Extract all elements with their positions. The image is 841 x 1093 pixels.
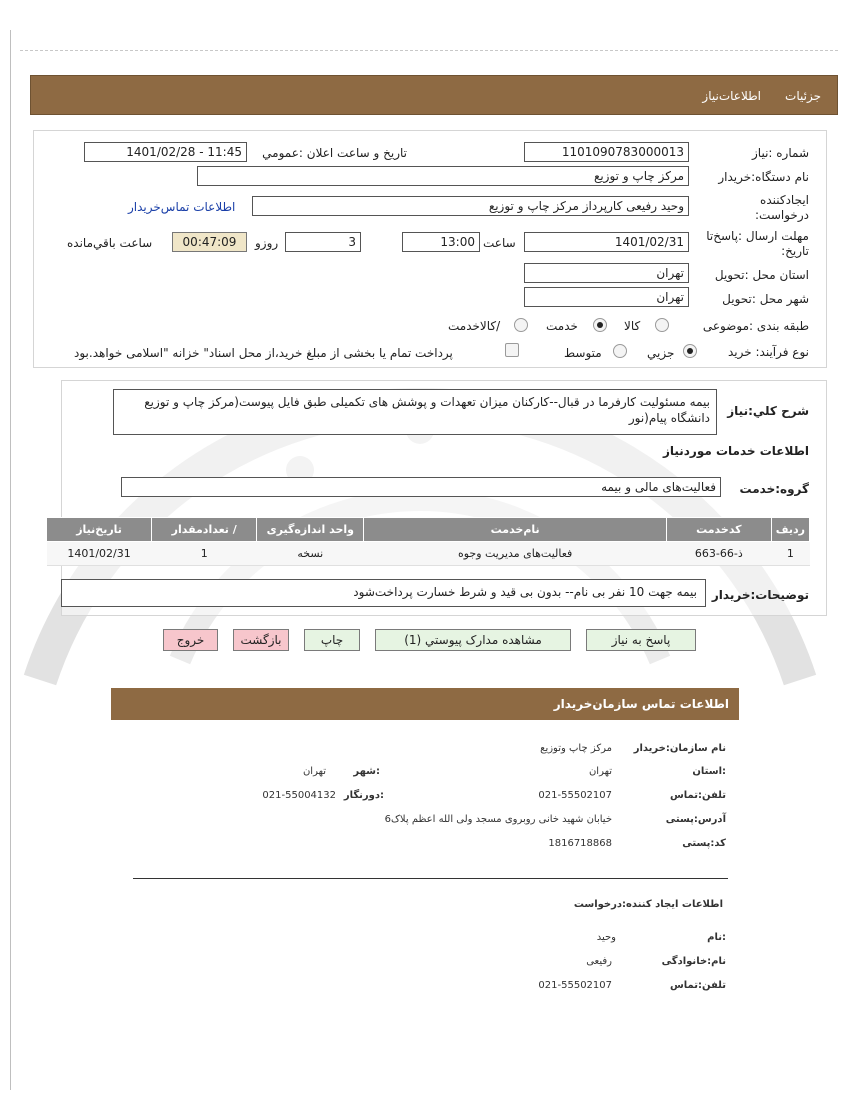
need-number-field: 1101090783000013 bbox=[524, 142, 689, 162]
contact-city-label: :شهر bbox=[353, 766, 380, 777]
remaining-timer: 00:47:09 bbox=[172, 232, 247, 252]
contact-divider bbox=[133, 878, 728, 879]
announce-label: تاریخ و ساعت اعلان :عمومي bbox=[262, 146, 407, 160]
col-quantity: / تعدادمقدار bbox=[152, 518, 257, 542]
contact-fax-value: 021-55004132 bbox=[262, 790, 336, 801]
buyer-notes-text: بیمه جهت 10 نفر بی نام-- بدون بی قید و شرط خسارت پرداخت‌شود bbox=[61, 579, 706, 607]
buyer-field: مرکز چاپ و توزیع bbox=[197, 166, 689, 186]
process-minor-radio[interactable] bbox=[683, 344, 697, 358]
creator-family-label: نام:خانوادگی bbox=[661, 956, 726, 967]
cell-row: 1 bbox=[771, 542, 809, 566]
category-label: طبقه بندی :موضوعی bbox=[702, 319, 809, 333]
cell-service-name: فعالیت‌های مدیریت وجوه bbox=[364, 542, 667, 566]
org-name-value: مرکز چاپ وتوزیع bbox=[540, 743, 612, 754]
services-table bbox=[46, 517, 810, 566]
city-label: شهر محل :تحویل bbox=[722, 292, 809, 306]
tab-need-info[interactable]: اطلاعات‌نیاز bbox=[702, 89, 761, 103]
city-field: تهران bbox=[524, 287, 689, 307]
creator-family-value: رفیعی bbox=[586, 956, 612, 967]
buyer-label: نام دستگاه:خریدار bbox=[718, 170, 809, 184]
buyer-notes-label: توضیحات:خریدار bbox=[711, 588, 809, 602]
creator-label: ایجادکننده درخواست: bbox=[755, 193, 809, 222]
province-label: استان محل :تحویل bbox=[714, 268, 809, 282]
contact-address-value: خیابان شهید خانی روبروی مسجد ولی الله اعظم پلاک6 bbox=[384, 814, 612, 825]
category-service-label: خدمت bbox=[546, 319, 578, 333]
days-field: 3 bbox=[285, 232, 361, 252]
cell-need-date: 1401/02/31 bbox=[47, 542, 152, 566]
print-button[interactable]: چاپ bbox=[304, 629, 360, 651]
view-documents-button[interactable]: مشاهده مدارک پیوستي (1) bbox=[375, 629, 571, 651]
days-label: روزو bbox=[255, 236, 279, 250]
cell-service-code: ذ-66-663 bbox=[666, 542, 771, 566]
col-row: ردیف bbox=[771, 518, 809, 542]
remaining-label: ساعت باقي‌مانده bbox=[67, 236, 153, 250]
creator-field: وحید رفیعی کارپرداز مرکز چاپ و توزیع bbox=[252, 196, 689, 216]
creator-section-title: اطلاعات ایجاد کننده:درخواست bbox=[573, 899, 723, 910]
creator-name-value: وحید bbox=[596, 932, 616, 943]
treasury-payment-checkbox[interactable] bbox=[505, 343, 519, 357]
contact-section-header bbox=[111, 688, 739, 720]
treasury-payment-label: پرداخت تمام یا بخشی از مبلغ خرید،از محل اسناد" خزانه "اسلامی خواهد.بود bbox=[74, 346, 453, 360]
deadline-date-field: 1401/02/31 bbox=[524, 232, 689, 252]
cell-quantity: 1 bbox=[152, 542, 257, 566]
creator-phone-value: 021-55502107 bbox=[538, 980, 612, 991]
page-left-border bbox=[10, 30, 11, 1090]
table-header-row bbox=[47, 518, 810, 542]
process-type-label: نوع فرآیند: خرید bbox=[728, 345, 809, 359]
col-service-name: نام‌خدمت bbox=[364, 518, 667, 542]
top-divider bbox=[20, 50, 838, 51]
contact-address-label: آدرس:پستی bbox=[665, 814, 726, 825]
need-number-label: شماره :نیاز bbox=[752, 146, 809, 160]
org-name-label: نام سازمان:خریدار bbox=[633, 743, 726, 754]
exit-button[interactable]: خروج bbox=[163, 629, 218, 651]
category-goods-service-label: /کالاخدمت bbox=[448, 319, 501, 333]
province-field: تهران bbox=[524, 263, 689, 283]
col-need-date: تاریخ‌نیاز bbox=[47, 518, 152, 542]
service-group-label: گروه:خدمت bbox=[739, 482, 809, 496]
header-bar bbox=[30, 75, 838, 115]
services-title: اطلاعات خدمات موردنیاز bbox=[662, 444, 809, 458]
process-minor-label: جزیي bbox=[647, 346, 675, 360]
process-medium-label: متوسط bbox=[564, 346, 602, 360]
contact-province-value: تهران bbox=[588, 766, 612, 777]
deadline-time-label: ساعت bbox=[483, 236, 516, 250]
process-medium-radio[interactable] bbox=[613, 344, 627, 358]
category-goods-label: کالا bbox=[624, 319, 641, 333]
contact-city-value: تهران bbox=[302, 766, 326, 777]
col-unit: واحد اندازه‌گیری bbox=[257, 518, 364, 542]
creator-name-label: :نام bbox=[707, 932, 726, 943]
announce-datetime-field: 1401/02/28 - 11:45 bbox=[84, 142, 247, 162]
category-service-radio[interactable] bbox=[593, 318, 607, 332]
contact-province-label: :استان bbox=[692, 766, 726, 777]
category-goods-service-radio[interactable] bbox=[514, 318, 528, 332]
description-text: بیمه مسئولیت کارفرما در قبال--کارکنان میزان تعهدات و پوشش های تکمیلی طبق فایل پیوست(مرکز چاپ و توزیع دانشگاه پیام(نور bbox=[113, 389, 717, 435]
col-service-code: کدخدمت bbox=[666, 518, 771, 542]
buyer-contact-link[interactable]: اطلاعات تماس‌خریدار bbox=[128, 200, 236, 214]
contact-postal-label: کد:پستی bbox=[682, 838, 726, 849]
category-goods-radio[interactable] bbox=[655, 318, 669, 332]
deadline-time-field: 13:00 bbox=[402, 232, 480, 252]
contact-postal-value: 1816718868 bbox=[548, 838, 612, 849]
description-label: شرح کلي:نیاز bbox=[727, 404, 809, 418]
contact-fax-label: :دورنگار bbox=[343, 790, 384, 801]
table-row bbox=[47, 542, 810, 566]
tab-details[interactable]: جزئیات bbox=[785, 89, 821, 103]
creator-phone-label: تلفن:تماس bbox=[669, 980, 726, 991]
cell-unit: نسخه bbox=[257, 542, 364, 566]
contact-phone-value: 021-55502107 bbox=[538, 790, 612, 801]
service-group-field: فعالیت‌های مالی و بیمه bbox=[121, 477, 721, 497]
reply-button[interactable]: پاسخ به نیاز bbox=[586, 629, 696, 651]
contact-section-title: اطلاعات تماس سازمان‌خریدار bbox=[553, 697, 729, 711]
contact-phone-label: تلفن:تماس bbox=[669, 790, 726, 801]
deadline-label: مهلت ارسال :پاسخ‌تا تاریخ: bbox=[706, 229, 809, 258]
back-button[interactable]: بازگشت bbox=[233, 629, 289, 651]
